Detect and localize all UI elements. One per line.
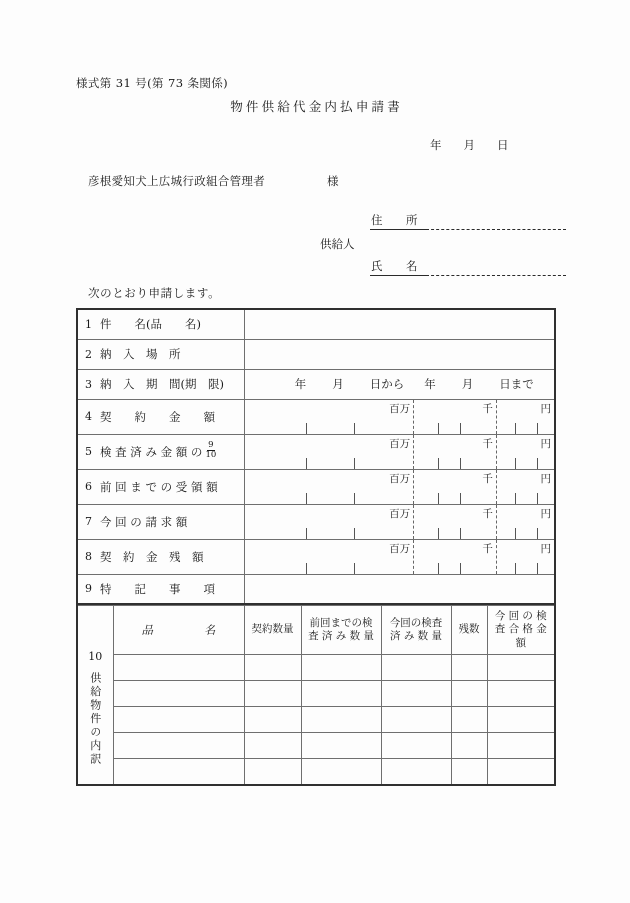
money-group-separator [413,470,414,504]
list-item [77,759,555,786]
money-units [245,437,555,451]
row-value-6-money[interactable] [244,469,555,504]
breakdown-cell-item-name[interactable] [113,759,244,786]
money-grid[interactable] [245,435,555,469]
breakdown-vertical-label-cell [77,606,113,786]
list-item [77,707,555,733]
breakdown-cell-cur-qty[interactable] [381,681,451,707]
money-group-separator [413,540,414,574]
money-digit-tick [354,458,355,469]
money-digit-tick [354,423,355,434]
breakdown-cell-passed-amount[interactable] [487,733,555,759]
col-item-name-b: 名 [204,622,216,637]
money-digit-tick [515,528,516,539]
money-digit-tick [460,528,461,539]
row-number-10: 10 [88,649,103,663]
row-number-2: 2 [85,347,92,361]
row-label-1 [77,309,244,339]
unit-thousand: 千 [482,472,493,485]
row-label-7 [77,504,244,539]
row-value-7-money[interactable] [244,504,555,539]
supplier-address-row [370,212,566,230]
supplier-address-label: 住 所 [370,212,426,230]
money-digit-tick [537,458,538,469]
from-month: 月 [332,377,344,391]
supplier-name-row [370,258,566,276]
money-digit-tick [354,528,355,539]
col-remaining-l1: 残数 [458,623,480,636]
unit-yen: 円 [540,507,551,520]
money-grid[interactable] [245,400,555,434]
money-digit-tick [306,563,307,574]
money-digit-tick [515,563,516,574]
row-number-6: 6 [85,480,92,493]
money-units [245,402,555,416]
document-title: 物件供給代金内払申請書 [230,99,403,114]
breakdown-cell-item-name[interactable] [113,733,244,759]
date-month-label: 月 [463,138,475,152]
list-item [77,733,555,759]
fraction-numerator: 9 [208,440,214,451]
breakdown-cell-remaining[interactable] [451,655,487,681]
row-label-2 [77,339,244,369]
money-ticks [245,419,555,434]
unit-yen: 円 [540,402,551,415]
row-value-4-money[interactable] [244,399,555,434]
money-group-separator [413,400,414,434]
money-digit-tick [438,493,439,504]
money-digit-tick [537,493,538,504]
breakdown-col-prev-inspected-qty [301,606,381,655]
intro-text: 次のとおり申請します。 [88,286,221,300]
to-month: 月 [461,377,474,391]
row-value-2[interactable] [244,339,555,369]
unit-yen: 円 [540,542,551,555]
breakdown-cell-contract-qty[interactable] [244,733,301,759]
row-label-8 [77,539,244,574]
addressee-name: 彦根愛知犬上広城行政組合管理者 [88,174,265,188]
money-digit-tick [354,563,355,574]
row-number-5: 5 [85,445,92,458]
breakdown-table [76,605,556,786]
breakdown-col-current-inspected-qty [381,606,451,655]
money-digit-tick [460,493,461,504]
breakdown-cell-prev-qty[interactable] [301,759,381,786]
date-day-label: 日 [497,138,509,152]
table-row [77,434,555,469]
row-title-8: 契 約 金 残 額 [100,549,204,564]
fraction-nine-tenths [204,441,217,460]
unit-million: 百万 [389,507,411,520]
money-digit-tick [306,528,307,539]
breakdown-cell-item-name[interactable] [113,707,244,733]
supplier-label: 供給人 [320,237,355,251]
row-title-9: 特 記 事 項 [100,581,215,596]
breakdown-cell-item-name[interactable] [113,655,244,681]
row-title-6: 前 回 ま で の 受 領 額 [100,479,218,494]
unit-thousand: 千 [482,437,493,450]
fraction-denominator: 10 [205,450,217,460]
row-number-7: 7 [85,515,92,528]
money-digit-tick [460,458,461,469]
table-row [77,574,555,604]
unit-thousand: 千 [482,542,493,555]
row-number-3: 3 [85,377,92,391]
col-cur-qty-l2: 済 み 数 量 [389,630,442,642]
money-digit-tick [354,493,355,504]
money-ticks [245,454,555,469]
money-grid[interactable] [245,540,555,574]
money-digit-tick [460,563,461,574]
breakdown-cell-passed-amount[interactable] [487,759,555,786]
col-prev-qty-l1: 前回までの検 [309,616,373,629]
breakdown-cell-remaining[interactable] [451,733,487,759]
money-digit-tick [438,563,439,574]
money-units [245,507,555,521]
breakdown-cell-item-name[interactable] [113,681,244,707]
breakdown-col-contract-qty [244,606,301,655]
col-passed-l3: 額 [515,636,526,649]
row-value-1[interactable] [244,309,555,339]
breakdown-cell-cur-qty[interactable] [381,759,451,786]
breakdown-vertical-label: 供給物件の内訳 [88,671,102,767]
row-number-1: 1 [85,317,92,331]
breakdown-cell-prev-qty[interactable] [301,681,381,707]
col-contract-qty-l1: 契約数量 [251,623,294,636]
money-ticks [245,559,555,574]
table-row [77,369,555,399]
money-digit-tick [306,458,307,469]
unit-yen: 円 [540,437,551,450]
breakdown-header-row [77,606,555,655]
row-label-9 [77,574,244,604]
col-passed-l2: 査 合 格 金 [494,623,547,636]
breakdown-cell-prev-qty[interactable] [301,707,381,733]
money-units [245,472,555,486]
money-grid[interactable] [245,470,555,504]
row-label-3 [77,369,244,399]
money-digit-tick [537,563,538,574]
money-digit-tick [438,458,439,469]
date-line [430,137,509,153]
from-day: 日から [369,377,405,391]
row-value-8-money[interactable] [244,539,555,574]
table-row [77,339,555,369]
money-grid[interactable] [245,505,555,539]
table-row [77,504,555,539]
unit-million: 百万 [389,542,411,555]
money-digit-tick [438,423,439,434]
row-number-9: 9 [85,582,92,596]
money-digit-tick [460,423,461,434]
form-number: 様式第 31 号(第 73 条関係) [76,76,229,90]
table-row [77,469,555,504]
money-digit-tick [515,458,516,469]
breakdown-cell-contract-qty[interactable] [244,707,301,733]
unit-million: 百万 [389,472,411,485]
supplier-address-input[interactable] [426,216,566,230]
row-title-1: 件 名(品 名) [100,317,201,332]
to-year: 年 [424,377,436,391]
unit-yen: 円 [540,472,551,485]
money-group-separator [496,540,497,574]
col-item-name-a: 品 [141,622,153,637]
breakdown-cell-remaining[interactable] [451,759,487,786]
unit-thousand: 千 [482,402,493,415]
row-title-3: 納 入 期 間(期 限) [100,377,224,391]
breakdown-cell-prev-qty[interactable] [301,655,381,681]
row-number-8: 8 [85,550,92,563]
breakdown-cell-cur-qty[interactable] [381,655,451,681]
row-value-5-money[interactable] [244,434,555,469]
breakdown-cell-passed-amount[interactable] [487,655,555,681]
list-item [77,655,555,681]
supplier-name-label: 氏 名 [370,258,426,276]
unit-million: 百万 [389,402,411,415]
money-units [245,542,555,556]
breakdown-cell-cur-qty[interactable] [381,707,451,733]
money-digit-tick [537,423,538,434]
row-title-4: 契 約 金 額 [100,409,215,424]
row-label-4 [77,399,244,434]
table-row [77,539,555,574]
money-ticks [245,524,555,539]
col-prev-qty-l2: 査 済 み 数 量 [308,630,374,642]
breakdown-cell-passed-amount[interactable] [487,681,555,707]
breakdown-cell-prev-qty[interactable] [301,733,381,759]
money-group-separator [496,435,497,469]
date-year-label: 年 [430,138,442,152]
money-digit-tick [515,423,516,434]
table-row [77,399,555,434]
addressee [88,173,339,189]
addressee-honorific: 様 [327,174,339,188]
form-table [76,308,556,605]
breakdown-cell-contract-qty[interactable] [244,681,301,707]
breakdown-cell-contract-qty[interactable] [244,655,301,681]
money-group-separator [413,435,414,469]
row-title-7: 今 回 の 請 求 額 [100,514,188,529]
row-value-3-daterange[interactable] [244,369,555,399]
money-digit-tick [537,528,538,539]
row-label-6 [77,469,244,504]
money-ticks [245,489,555,504]
col-cur-qty-l1: 今回の検査 [389,616,443,629]
to-day: 日まで [499,377,534,391]
col-passed-l1: 今 回 の 検 [494,609,547,622]
money-digit-tick [306,493,307,504]
row-value-9[interactable] [244,574,555,604]
breakdown-cell-remaining[interactable] [451,681,487,707]
list-item [77,681,555,707]
unit-thousand: 千 [482,507,493,520]
form-table-wrapper [76,308,554,786]
breakdown-cell-cur-qty[interactable] [381,733,451,759]
money-group-separator [496,470,497,504]
breakdown-cell-contract-qty[interactable] [244,759,301,786]
row-label-5 [77,434,244,469]
row-number-4: 4 [85,410,92,423]
from-year: 年 [294,377,307,391]
money-digit-tick [438,528,439,539]
money-group-separator [496,505,497,539]
breakdown-cell-passed-amount[interactable] [487,707,555,733]
breakdown-col-item-name [113,606,244,655]
breakdown-cell-remaining[interactable] [451,707,487,733]
supplier-name-input[interactable] [426,262,566,276]
unit-million: 百万 [389,437,411,450]
money-group-separator [413,505,414,539]
table-row [77,309,555,339]
money-digit-tick [306,423,307,434]
money-group-separator [496,400,497,434]
breakdown-col-passed-amount [487,606,555,655]
breakdown-col-remaining-qty [451,606,487,655]
money-digit-tick [515,493,516,504]
row-title-5: 検 査 済 み 金 額 の [100,444,203,459]
row-title-2: 納 入 場 所 [100,347,181,361]
